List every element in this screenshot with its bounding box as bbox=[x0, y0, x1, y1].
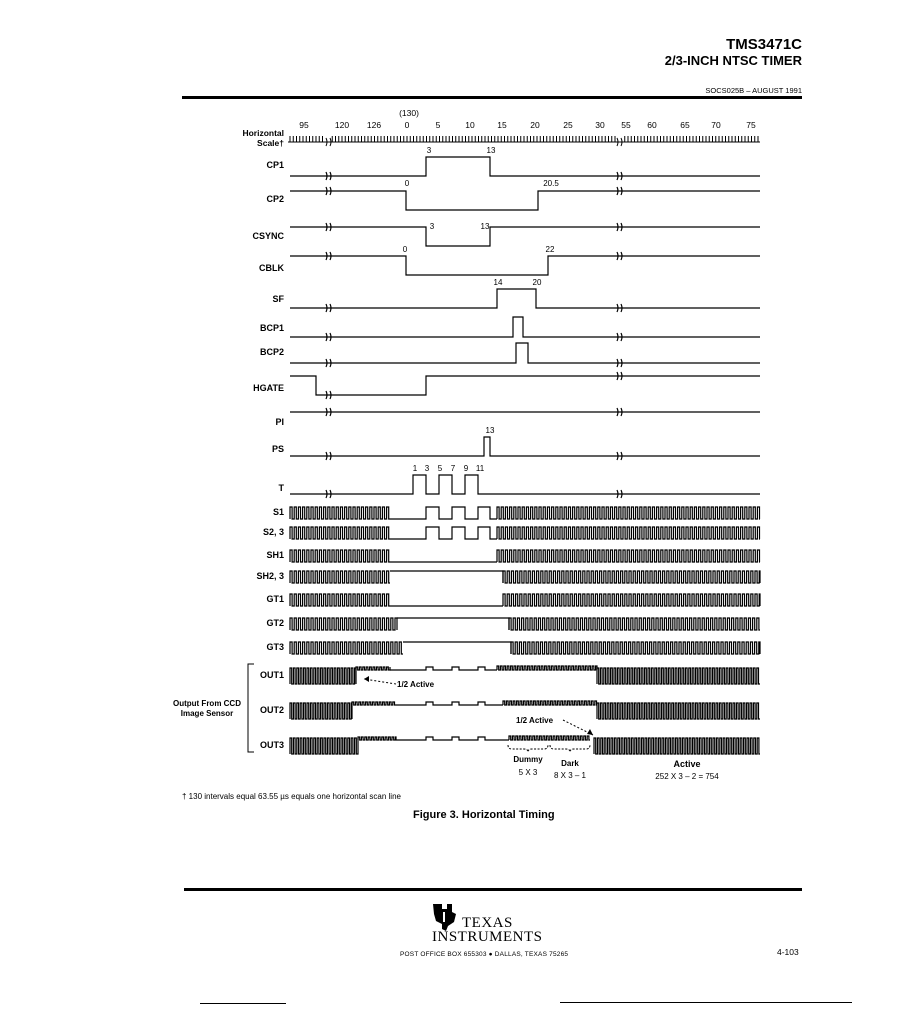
csync-start-label: 3 bbox=[429, 222, 435, 231]
dark-label: Dark bbox=[561, 759, 579, 768]
hgate-waveform bbox=[290, 376, 760, 395]
scale-footnote: † 130 intervals equal 63.55 µs equals one horizontal scan line bbox=[182, 792, 401, 801]
s23-waveform bbox=[497, 527, 760, 539]
dummy-label: Dummy bbox=[513, 755, 543, 764]
out2-waveform bbox=[597, 703, 760, 719]
cp1-waveform bbox=[290, 157, 760, 176]
signal-label-out2: OUT2 bbox=[259, 705, 284, 715]
document-subtitle: 2/3-INCH NTSC TIMER bbox=[664, 53, 802, 68]
cblk-waveform bbox=[290, 256, 760, 275]
dark-brace bbox=[550, 745, 590, 752]
signal-label-out1: OUT1 bbox=[259, 670, 284, 680]
out1-waveform bbox=[290, 668, 356, 684]
bottom-rule-left bbox=[200, 1003, 286, 1004]
cp2-start-label: 0 bbox=[404, 179, 410, 188]
out3-waveform bbox=[509, 736, 590, 740]
t-pulse-11-label: 11 bbox=[475, 464, 485, 473]
signal-label-bcp2: BCP2 bbox=[259, 347, 284, 357]
t-waveform bbox=[290, 475, 760, 494]
s1-waveform-gated bbox=[390, 507, 497, 519]
sh1-waveform bbox=[290, 550, 390, 562]
gt1-waveform bbox=[503, 594, 760, 606]
dummy-calc: 5 X 3 bbox=[518, 768, 538, 777]
signal-label-hgate: HGATE bbox=[253, 383, 284, 393]
output-group-bracket bbox=[248, 664, 254, 752]
out3-waveform bbox=[290, 738, 358, 754]
figure-caption: Figure 3. Horizontal Timing bbox=[413, 809, 555, 821]
scale-tick-label: 120 bbox=[334, 120, 350, 130]
out3-waveform bbox=[358, 737, 396, 740]
gt2-waveform bbox=[509, 618, 760, 630]
cp1-end-label: 13 bbox=[486, 146, 496, 155]
out3-gated bbox=[396, 737, 509, 740]
sf-waveform bbox=[290, 289, 760, 308]
scale-tick-label: 20 bbox=[530, 120, 540, 130]
out1-waveform bbox=[356, 667, 390, 670]
scale-tick-label: 126 bbox=[366, 120, 382, 130]
bcp1-waveform bbox=[290, 317, 760, 337]
s1-waveform bbox=[290, 507, 390, 519]
out1-waveform bbox=[597, 668, 760, 684]
out1-gated bbox=[390, 667, 497, 670]
s23-waveform-gated bbox=[390, 527, 497, 539]
signal-label-s1: S1 bbox=[272, 507, 284, 517]
scale-tick-label: 65 bbox=[680, 120, 690, 130]
csync-end-label: 13 bbox=[480, 222, 490, 231]
dummy-brace bbox=[508, 745, 548, 752]
sf-end-label: 20 bbox=[532, 278, 542, 287]
half-active-label-2: 1/2 Active bbox=[516, 716, 554, 725]
scale-tick-label: 60 bbox=[647, 120, 657, 130]
gt3-waveform bbox=[511, 642, 760, 654]
scale-tick-label: 25 bbox=[563, 120, 573, 130]
half-active-label-1: 1/2 Active bbox=[397, 680, 435, 689]
scale-tick-label: 95 bbox=[299, 120, 309, 130]
scale-tick-label: 5 bbox=[435, 120, 441, 130]
cp2-waveform bbox=[290, 191, 760, 210]
s1-waveform bbox=[497, 507, 760, 519]
scale-tick-label: 30 bbox=[595, 120, 605, 130]
horizontal-scale-ruler bbox=[288, 136, 760, 146]
signal-label-gt2: GT2 bbox=[266, 618, 284, 628]
scale-tick-label: 0 bbox=[404, 120, 410, 130]
csync-waveform bbox=[290, 227, 760, 246]
ps-position-label: 13 bbox=[485, 426, 495, 435]
gt2-waveform bbox=[290, 618, 397, 630]
signal-label-csync: CSYNC bbox=[252, 231, 284, 241]
scale-tick-label: 70 bbox=[711, 120, 721, 130]
horizontal-scale-label: Horizontal Scale† bbox=[242, 128, 284, 148]
signal-label-cp2: CP2 bbox=[266, 194, 284, 204]
dark-calc: 8 X 3 – 1 bbox=[553, 771, 587, 780]
signal-label-gt1: GT1 bbox=[266, 594, 284, 604]
signal-label-sh23: SH2, 3 bbox=[256, 571, 284, 581]
output-group-label: Output From CCD Image Sensor bbox=[173, 699, 241, 718]
ps-waveform bbox=[290, 437, 760, 456]
scale-tick-label: 75 bbox=[746, 120, 756, 130]
t-pulse-3-label: 3 bbox=[424, 464, 430, 473]
cblk-start-label: 0 bbox=[402, 245, 408, 254]
out2-waveform bbox=[290, 703, 352, 719]
gt3-flat bbox=[403, 642, 511, 654]
s23-waveform bbox=[290, 527, 390, 539]
document-id: SOCS025B – AUGUST 1991 bbox=[705, 86, 802, 95]
sh23-waveform bbox=[503, 571, 760, 583]
part-number: TMS3471C bbox=[726, 36, 802, 53]
out2-waveform bbox=[352, 702, 396, 705]
page-number: 4-103 bbox=[777, 947, 799, 957]
cblk-end-label: 22 bbox=[545, 245, 555, 254]
gt1-waveform bbox=[290, 594, 390, 606]
bcp2-waveform bbox=[290, 343, 760, 363]
out1-waveform bbox=[497, 666, 597, 670]
signal-label-out3: OUT3 bbox=[259, 740, 284, 750]
t-pulse-9-label: 9 bbox=[463, 464, 469, 473]
out2-waveform bbox=[503, 701, 597, 705]
t-pulse-1-label: 1 bbox=[412, 464, 418, 473]
ti-logo-line1: TEXAS bbox=[462, 915, 513, 931]
out3-waveform bbox=[594, 738, 760, 754]
signal-label-s23: S2, 3 bbox=[262, 527, 284, 537]
signal-label-pi: PI bbox=[275, 417, 284, 427]
ti-logo-icon bbox=[430, 902, 458, 932]
sh23-flat bbox=[390, 571, 503, 583]
signal-label-cp1: CP1 bbox=[266, 160, 284, 170]
signal-label-ps: PS bbox=[271, 444, 284, 454]
scale-tick-label: 10 bbox=[465, 120, 475, 130]
cp1-start-label: 3 bbox=[426, 146, 432, 155]
sf-start-label: 14 bbox=[493, 278, 503, 287]
scale-tick-label: 15 bbox=[497, 120, 507, 130]
signal-label-cblk: CBLK bbox=[259, 263, 284, 273]
sh1-waveform bbox=[497, 550, 760, 562]
signal-label-sh1: SH1 bbox=[266, 550, 284, 560]
active-calc: 252 X 3 – 2 = 754 bbox=[655, 772, 719, 781]
signal-label-t: T bbox=[278, 483, 284, 493]
gt3-waveform bbox=[290, 642, 403, 654]
bottom-rule-right bbox=[560, 1002, 852, 1003]
sh23-waveform bbox=[290, 571, 390, 583]
cp2-end-label: 20.5 bbox=[543, 179, 559, 188]
footer-rule bbox=[184, 888, 802, 891]
signal-label-bcp1: BCP1 bbox=[259, 323, 284, 333]
signal-label-sf: SF bbox=[272, 294, 284, 304]
signal-label-gt3: GT3 bbox=[266, 642, 284, 652]
active-label: Active bbox=[673, 759, 701, 769]
out2-gated bbox=[396, 702, 503, 705]
gt2-flat bbox=[397, 618, 509, 630]
scale-tick-label: 55 bbox=[621, 120, 631, 130]
t-pulse-7-label: 7 bbox=[450, 464, 456, 473]
ti-logo-line2: INSTRUMENTS bbox=[432, 929, 543, 945]
footer-address: POST OFFICE BOX 655303 ● DALLAS, TEXAS 75265 bbox=[400, 951, 569, 958]
scale-marker: (130) bbox=[399, 108, 419, 118]
t-pulse-5-label: 5 bbox=[437, 464, 443, 473]
